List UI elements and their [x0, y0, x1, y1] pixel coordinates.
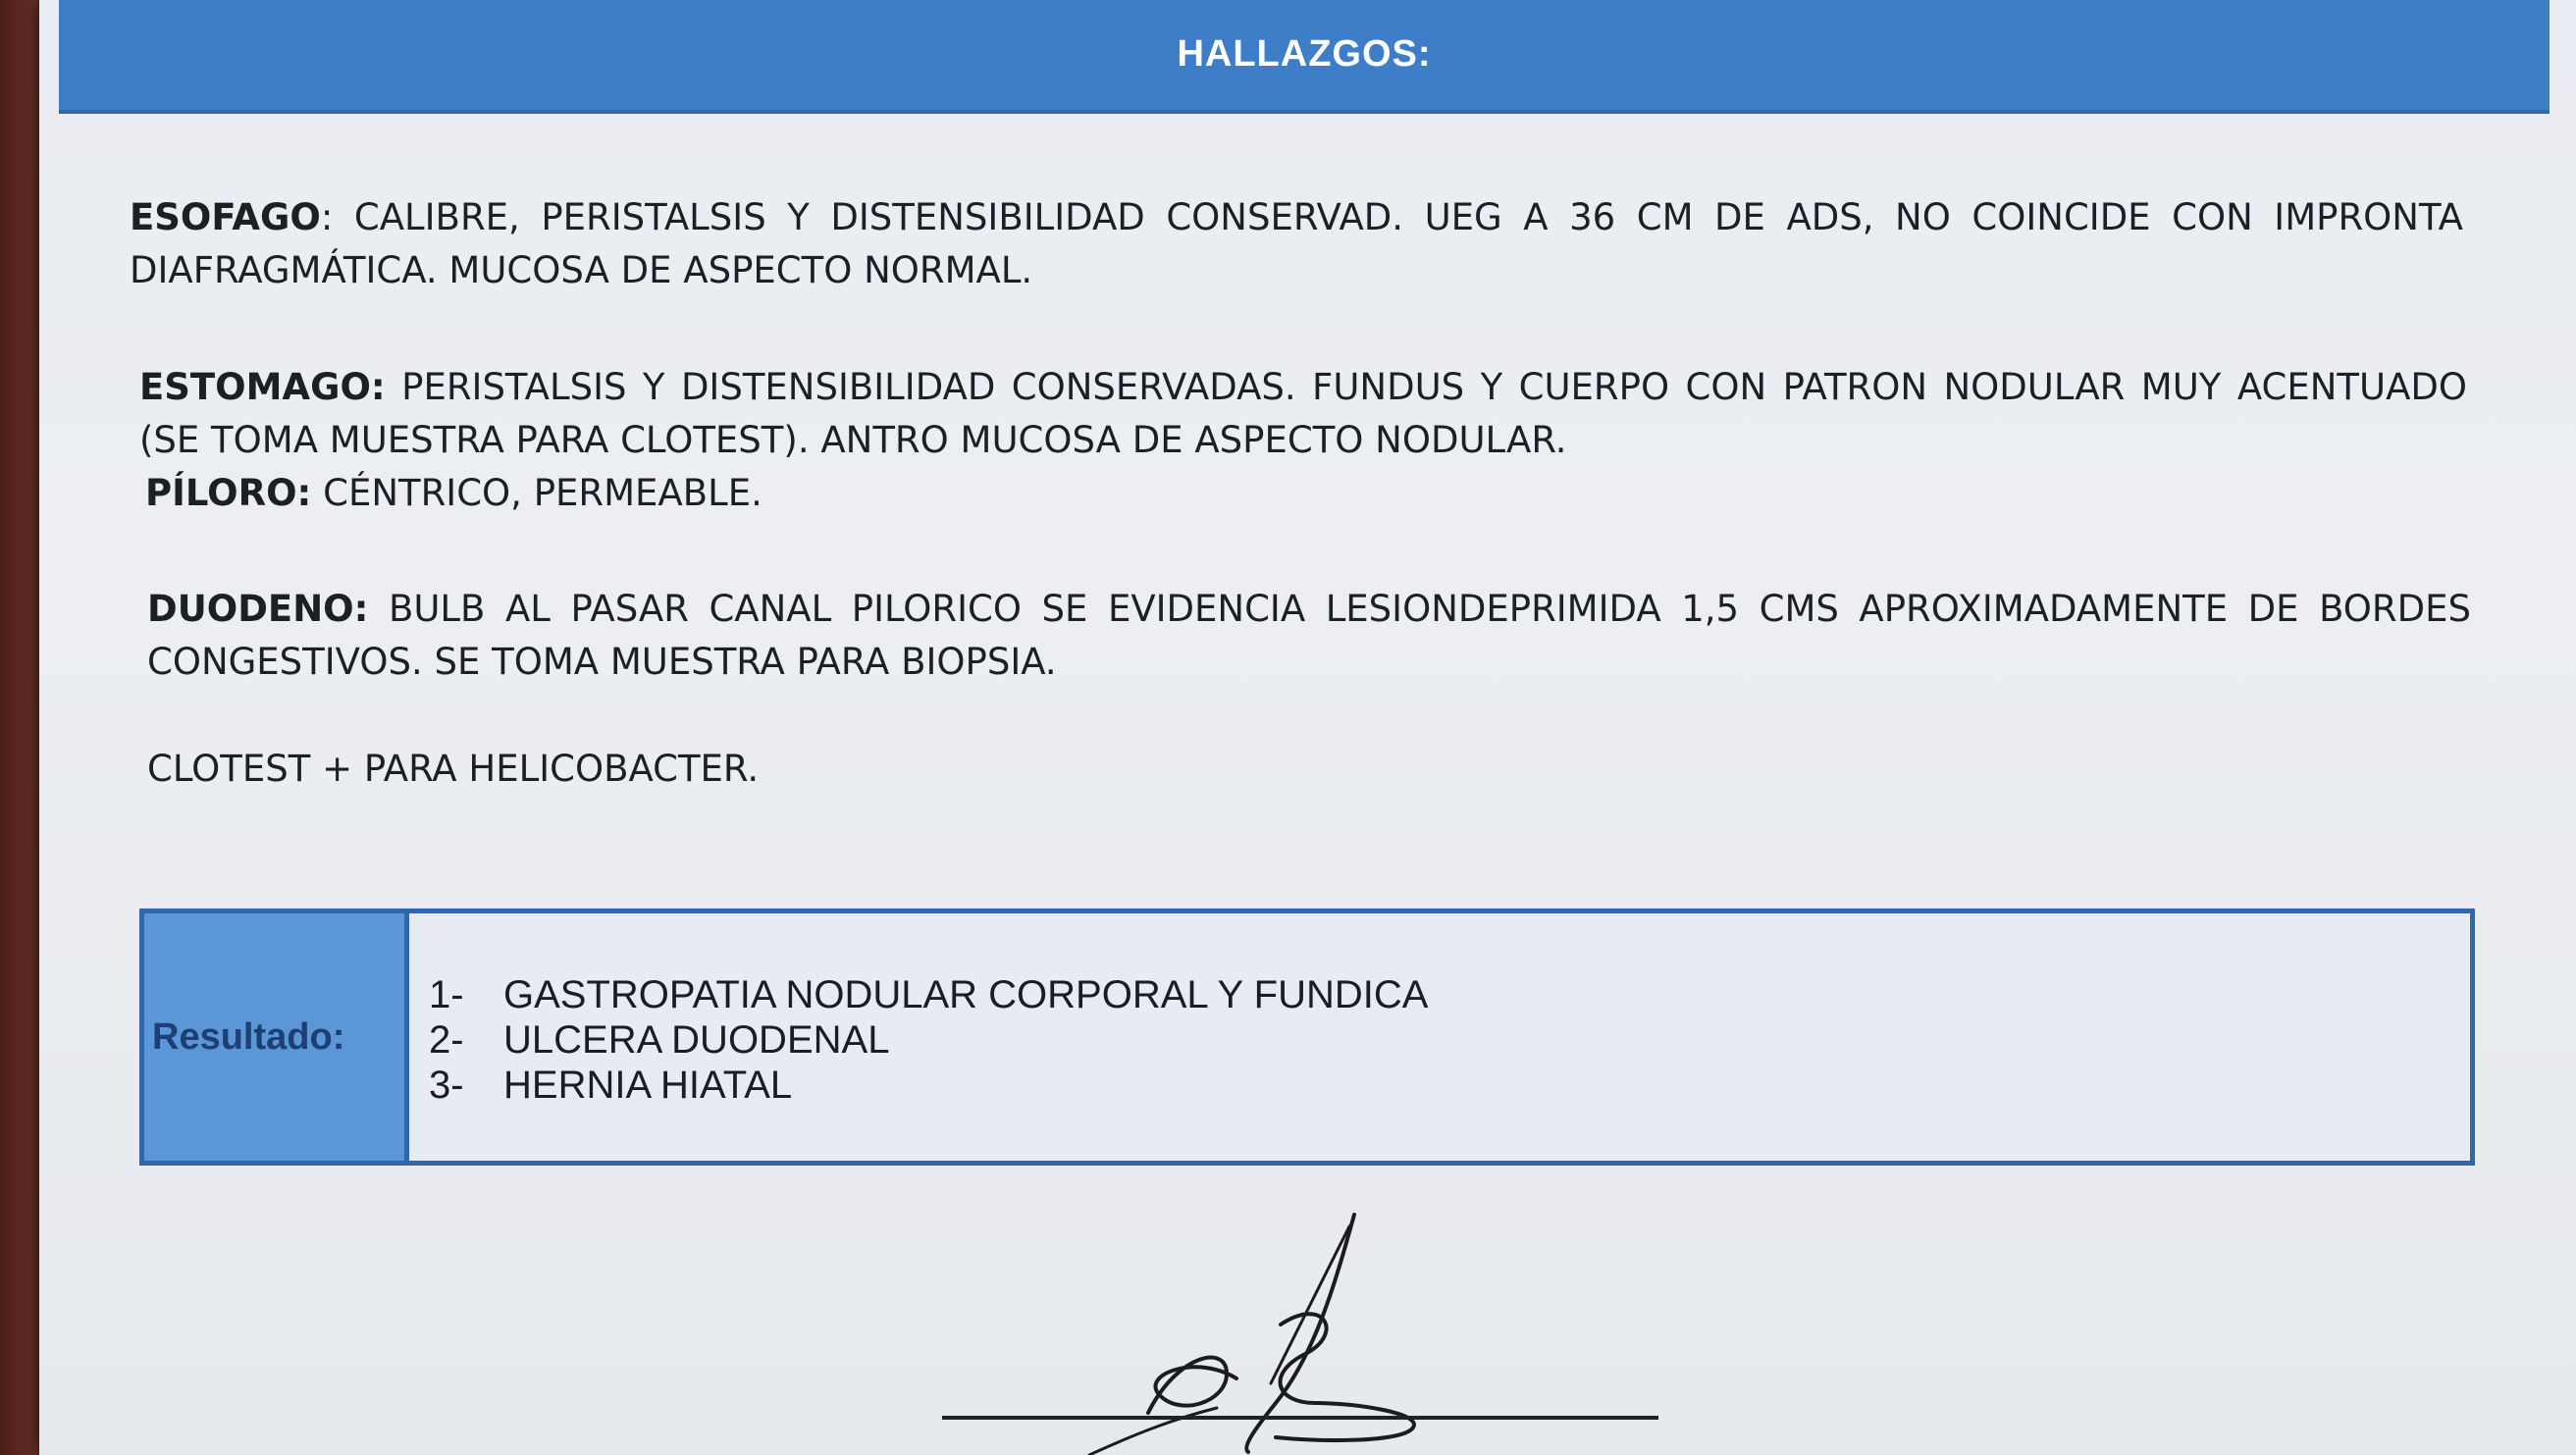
- result-list: [429, 972, 1428, 1108]
- duodeno-paragraph: [147, 583, 2471, 689]
- result-item: [429, 1017, 1428, 1063]
- result-label-cell: [144, 913, 409, 1161]
- esofago-paragraph: [130, 191, 2463, 297]
- signature-line: [942, 1416, 1658, 1420]
- result-item: [429, 972, 1428, 1017]
- esofago-label: ESOFAGO: [130, 196, 321, 238]
- piloro-text: CÉNTRICO, PERMEABLE.: [311, 472, 762, 514]
- result-item-text: HERNIA HIATAL: [503, 1064, 793, 1107]
- findings-title: HALLAZGOS:: [1177, 33, 1432, 75]
- piloro-paragraph: [145, 467, 2473, 520]
- result-item-number: 3-: [429, 1064, 464, 1107]
- result-item-number: 2-: [429, 1018, 464, 1062]
- result-item: [429, 1063, 1428, 1108]
- estomago-paragraph: [139, 361, 2467, 467]
- esofago-text: : CALIBRE, PERISTALSIS Y DISTENSIBILIDAD CONSERVAD. UEG A 36 CM DE ADS, NO COINCIDE CON IMPRONTA DIAFRAGMÁTICA. MUCOSA DE ASPECTO NORMAL.: [130, 196, 2463, 291]
- duodeno-label: DUODENO:: [147, 588, 369, 630]
- estomago-text: PERISTALSIS Y DISTENSIBILIDAD CONSERVADAS. FUNDUS Y CUERPO CON PATRON NODULAR MUY ACENTUADO (SE TOMA MUESTRA PARA CLOTEST). ANTRO MUCOSA DE ASPECTO NODULAR.: [139, 366, 2467, 461]
- estomago-label: ESTOMAGO:: [139, 366, 386, 408]
- piloro-label: PÍLORO:: [145, 472, 312, 514]
- clotest-paragraph: [147, 743, 2110, 796]
- result-box: [139, 909, 2475, 1166]
- result-item-number: 1-: [429, 973, 464, 1016]
- result-item-text: ULCERA DUODENAL: [503, 1018, 890, 1062]
- clotest-text: CLOTEST + PARA HELICOBACTER.: [147, 748, 760, 790]
- findings-header: [59, 0, 2550, 114]
- result-label: Resultado:: [152, 1016, 345, 1058]
- result-item-text: GASTROPATIA NODULAR CORPORAL Y FUNDICA: [503, 973, 1429, 1016]
- duodeno-text: BULB AL PASAR CANAL PILORICO SE EVIDENCIA LESIONDEPRIMIDA 1,5 CMS APROXIMADAMENTE DE BORDES CONGESTIVOS. SE TOMA MUESTRA PARA BIOPSIA.: [147, 588, 2471, 683]
